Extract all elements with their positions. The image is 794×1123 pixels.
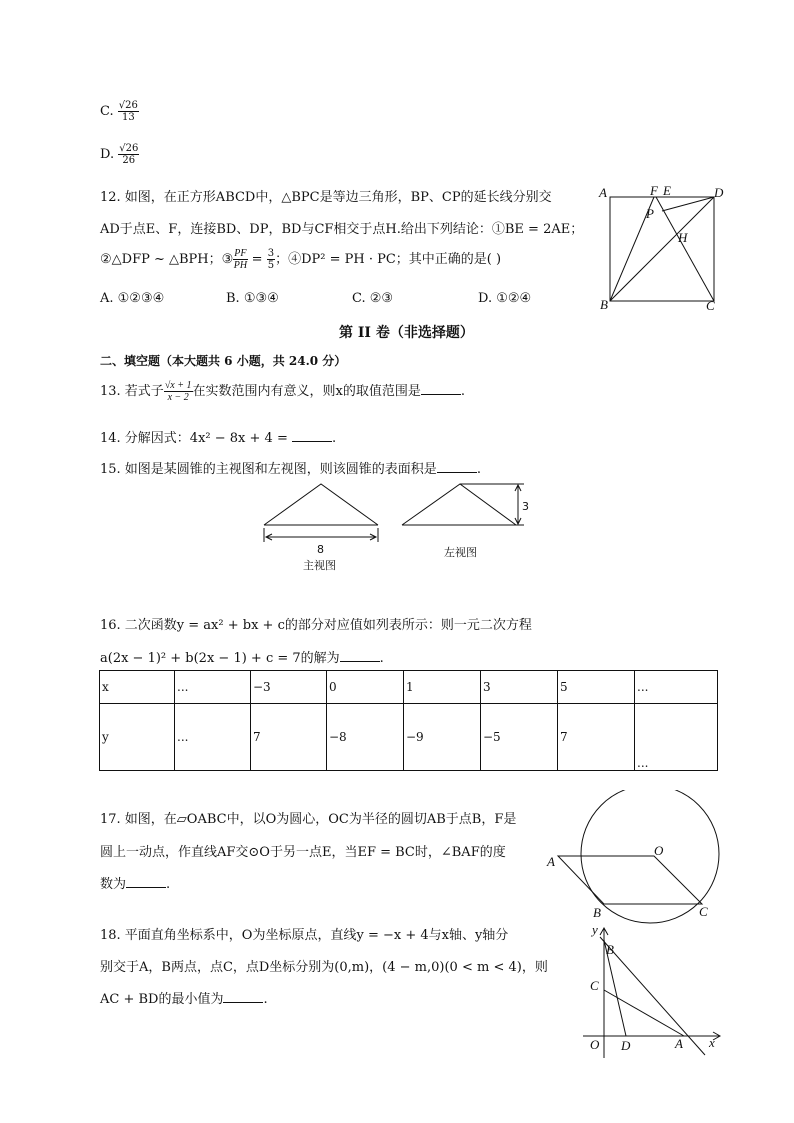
q18-end: .: [263, 992, 268, 1007]
fraction-numerator: √26: [119, 143, 139, 154]
fraction-numerator: √26: [118, 100, 138, 111]
q15: [100, 458, 481, 477]
label-a: A: [547, 854, 555, 869]
fraction-denominator: 13: [121, 112, 135, 123]
label-f: F: [650, 183, 658, 198]
answer-blank[interactable]: [126, 875, 166, 888]
label-a: A: [675, 1036, 683, 1051]
answer-blank[interactable]: [340, 649, 380, 662]
label-c: C: [699, 904, 708, 919]
fraction-numerator: 3: [267, 248, 275, 259]
answer-blank[interactable]: [292, 429, 332, 442]
q18-line2: 别交于A，B两点，点C，点D坐标分别为(0,m)，(4 − m,0)(0 < m < 4)，则: [100, 960, 548, 975]
q12-option-a: A. ①②③④: [100, 291, 165, 306]
q17-line3: [100, 873, 170, 892]
part2-title: 第 II 卷（非选择题）: [339, 325, 474, 341]
line-ab: [600, 937, 705, 1055]
table-cell: −8: [327, 704, 404, 771]
q16-line2-text: a(2x − 1)² + b(2x − 1) + c = 7的解为: [100, 651, 340, 666]
fraction-denominator: 5: [267, 260, 275, 271]
table-row-y: [100, 704, 718, 771]
q16-line1: 16. 二次函数y = ax² + bx + c的部分对应值如列表所示：则一元二次方程: [100, 618, 532, 633]
table-cell: 5: [558, 671, 635, 704]
q12-line2: AD于点E、F，连接BD、DP，BD与CF相交于点H.给出下列结论：①BE = 2AE；: [100, 222, 584, 237]
side-view-label: 左视图: [444, 546, 477, 559]
q18-line1: 18. 平面直角坐标系中，O为坐标原点，直线y = −x + 4与x轴、y轴分: [100, 928, 509, 943]
segment-ac: [604, 990, 684, 1036]
q12-option-b: B. ①③④: [226, 291, 279, 306]
q17-circle-figure: [540, 790, 730, 925]
option-letter: C.: [100, 104, 114, 119]
fraction-numerator: √x + 1: [164, 380, 192, 391]
q15-side-view: [396, 478, 536, 564]
q15-end: .: [476, 462, 481, 477]
fraction-numerator: PF: [234, 248, 247, 259]
fraction: [267, 248, 275, 271]
q13-end: .: [460, 384, 465, 399]
answer-blank[interactable]: [421, 382, 461, 395]
label-d: D: [621, 1038, 631, 1053]
table-cell: ...: [635, 671, 718, 704]
table-cell: −9: [404, 704, 481, 771]
q13-suffix: 在实数范围内有意义，则x的取值范围是: [192, 384, 421, 399]
answer-blank[interactable]: [223, 990, 263, 1003]
table-cell: y: [100, 704, 175, 771]
q13-prefix: 13. 若式子: [100, 384, 164, 399]
q12-line3: [100, 248, 501, 271]
q18-line3: [100, 988, 268, 1007]
table-cell: ...: [175, 671, 251, 704]
q18-axes-figure: [580, 922, 725, 1062]
q12-square-figure: [596, 183, 726, 313]
q11-option-c: [100, 100, 139, 123]
table-cell: 7: [558, 704, 635, 771]
line-bd: [610, 197, 714, 301]
q17-line1: 17. 如图，在▱OABC中，以O为圆心，OC为半径的圆切AB于点B，F是: [100, 812, 517, 827]
fraction-denominator: PH: [233, 260, 248, 271]
fraction: [118, 100, 139, 123]
fraction: [164, 380, 193, 403]
label-c: C: [590, 978, 599, 993]
q12-line3-part: ；④DP² = PH · PC；其中正确的是( ): [275, 252, 502, 267]
table-cell: 0: [327, 671, 404, 704]
option-letter: D.: [100, 147, 115, 162]
table-cell: 3: [481, 671, 558, 704]
fraction-denominator: 26: [122, 155, 136, 166]
table-cell: 1: [404, 671, 481, 704]
fraction-denominator: x − 2: [167, 392, 189, 403]
label-c: C: [706, 298, 715, 313]
q17-end: .: [166, 877, 171, 892]
q12-line1: 12. 如图，在正方形ABCD中，△BPC是等边三角形，BP、CP的延长线分别交: [100, 190, 552, 205]
fraction: [118, 143, 139, 166]
section2-header: 二、填空题（本大题共 6 小题，共 24.0 分）: [100, 354, 347, 368]
q11-option-d: [100, 143, 139, 166]
label-o: O: [654, 843, 664, 858]
q15-front-view: [258, 478, 386, 574]
label-o: O: [590, 1037, 600, 1052]
label-x: x: [709, 1035, 715, 1050]
q17-line3-text: 数为: [100, 877, 127, 892]
q14: [100, 427, 336, 446]
label-h: H: [678, 230, 688, 245]
q16-line2: [100, 647, 384, 666]
q16-end: .: [379, 651, 384, 666]
label-p: P: [646, 206, 654, 221]
q12-option-d: D. ①②④: [478, 291, 532, 306]
table-cell: ...: [635, 704, 718, 771]
cone-front-slant: [264, 484, 378, 525]
q17-line2: 圆上一动点，作直线AF交⊙O于另一点E，当EF = BC时，∠BAF的度: [100, 845, 506, 860]
label-b: B: [593, 905, 601, 920]
cone-side-slant: [402, 484, 516, 525]
line-dp: [662, 197, 714, 211]
table-row-x: [100, 671, 718, 704]
q14-text: 14. 分解因式：4x² − 8x + 4 =: [100, 431, 292, 446]
table-cell: −5: [481, 704, 558, 771]
label-y: y: [592, 922, 598, 937]
table-cell: x: [100, 671, 175, 704]
table-cell: ...: [175, 704, 251, 771]
q16-value-table: [99, 670, 718, 771]
front-view-label: 主视图: [303, 559, 336, 572]
label-a: A: [599, 185, 607, 200]
fraction: [233, 248, 247, 271]
q12-option-c: C. ②③: [352, 291, 394, 306]
q14-end: .: [331, 431, 337, 446]
q13: [100, 380, 465, 403]
label-d: D: [714, 185, 724, 200]
q15-text: 15. 如图是某圆锥的主视图和左视图，则该圆锥的表面积是: [100, 462, 437, 477]
table-cell: 7: [251, 704, 327, 771]
dim-height-label: 3: [522, 500, 529, 513]
answer-blank[interactable]: [437, 460, 477, 473]
label-b: B: [600, 297, 608, 312]
table-cell: −3: [251, 671, 327, 704]
q18-line3-text: AC + BD的最小值为: [100, 992, 224, 1007]
dim-width-label: 8: [317, 543, 324, 556]
label-b: B: [606, 942, 614, 957]
q12-line3-part: ②△DFP ~ △BPH；③: [100, 252, 234, 267]
q12-line3-part: =: [247, 252, 267, 267]
label-e: E: [663, 183, 671, 198]
line-cf: [656, 197, 714, 301]
parallelogram-oabc: [558, 856, 702, 904]
